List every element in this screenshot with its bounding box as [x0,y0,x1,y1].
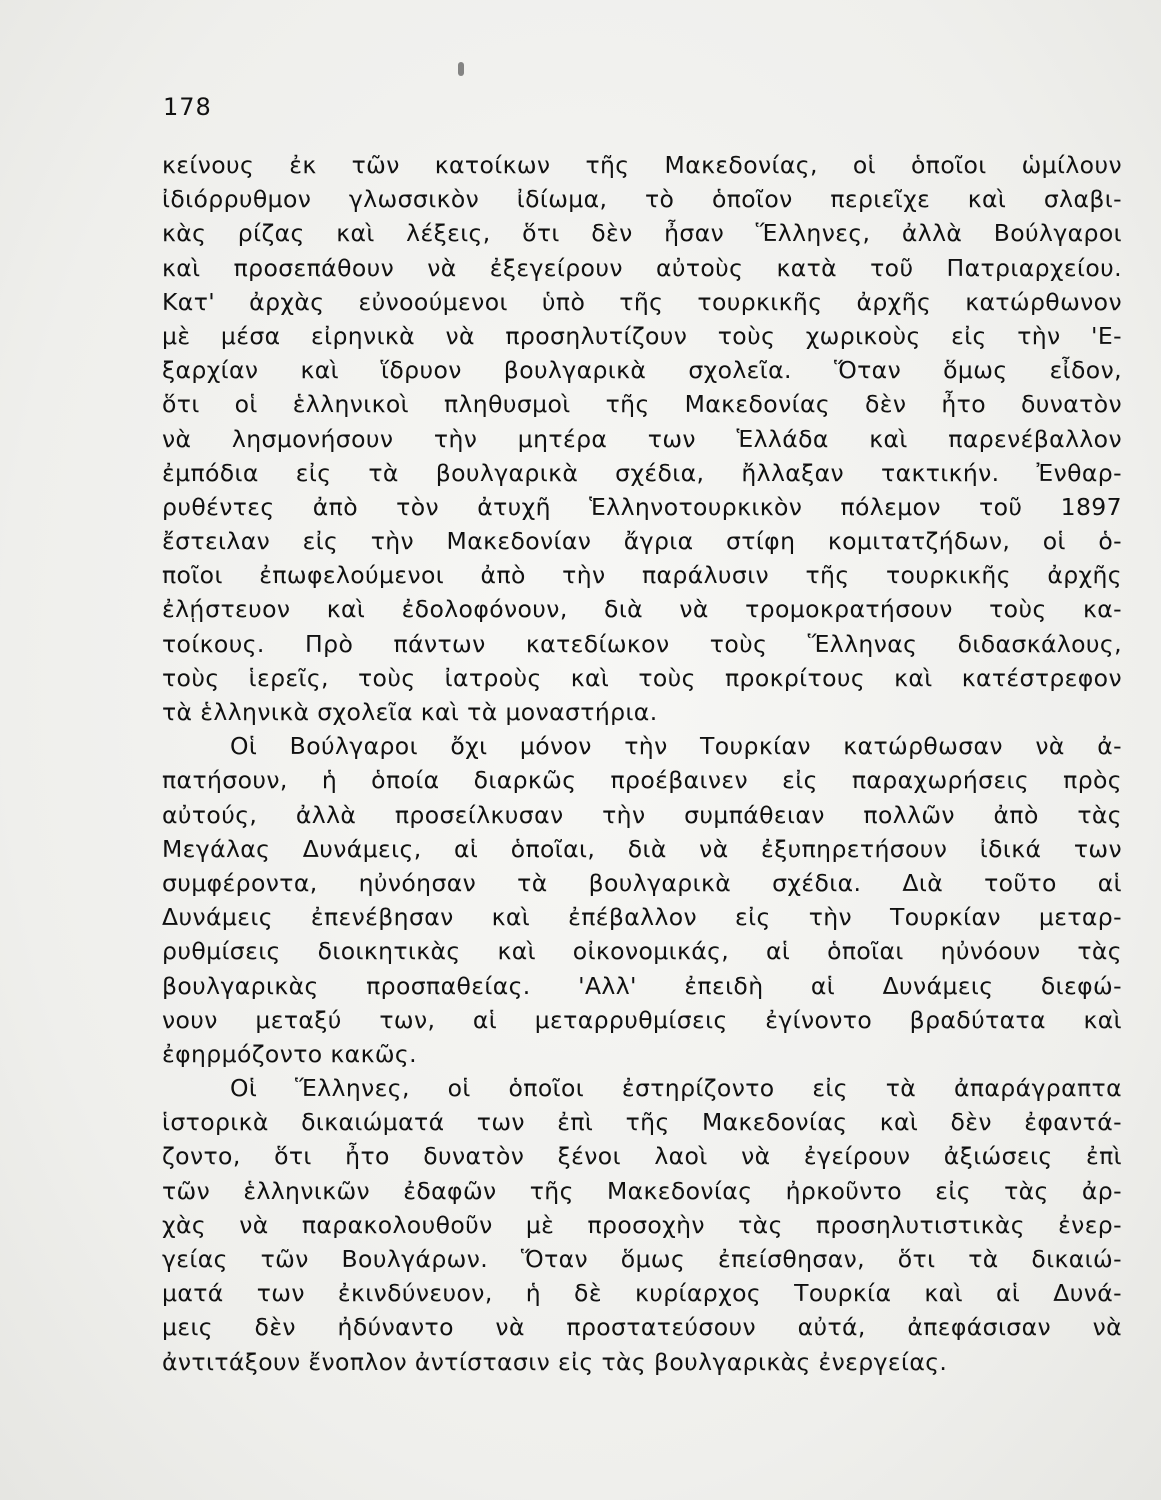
text-line: νὰ λησμονήσουν τὴν μητέρα των Ἑλλάδα καὶ παρενέβαλλον [162,424,1122,453]
text-line: τῶν ἑλληνικῶν ἐδαφῶν τῆς Μακεδονίας ἠρκοῦντο εἰς τὰς ἀρ- [162,1176,1122,1205]
text-line: τοίκους. Πρὸ πάντων κατεδίωκον τοὺς Ἕλληνας διδασκάλους, [162,629,1122,658]
text-line: μεις δὲν ἠδύναντο νὰ προστατεύσουν αὐτά, ἀπεφάσισαν νὰ [162,1313,1122,1342]
text-line: ὅτι οἱ ἑλληνικοὶ πληθυσμοὶ τῆς Μακεδονίας δὲν ἦτο δυνατὸν [162,390,1122,419]
text-line: ποῖοι ἐπωφελούμενοι ἀπὸ τὴν παράλυσιν τῆς τουρκικῆς ἀρχῆς [162,561,1122,590]
text-line: χὰς νὰ παρακολουθοῦν μὲ προσοχὴν τὰς προσηλυτιστικὰς ἐνερ- [162,1210,1122,1239]
text-line: ἰδιόρρυθμον γλωσσικὸν ἰδίωμα, τὸ ὁποῖον περιεῖχε καὶ σλαβι- [162,185,1122,214]
text-line: γείας τῶν Βουλγάρων. Ὅταν ὅμως ἐπείσθησαν, ὅτι τὰ δικαιώ- [162,1245,1122,1273]
text-line: ἔστειλαν εἰς τὴν Μακεδονίαν ἄγρια στίφη κομιτατζήδων, οἱ ὁ- [162,527,1122,556]
text-line: τὰ ἑλληνικὰ σχολεῖα καὶ τὰ μοναστήρια. [162,698,658,726]
text-line: Μεγάλας Δυνάμεις, αἱ ὁποῖαι, διὰ νὰ ἐξυπηρετήσουν ἰδικά των [162,834,1122,863]
text-line: ρυθμίσεις διοικητικὰς καὶ οἰκονομικάς, αἱ ὁποῖαι ηὐνόουν τὰς [162,937,1122,966]
page-number: 178 [163,93,212,121]
text-line: καὶ προσεπάθουν νὰ ἐξεγείρουν αὐτοὺς κατὰ τοῦ Πατριαρχείου. [162,253,1122,282]
text-line: κείνους ἐκ τῶν κατοίκων τῆς Μακεδονίας, οἱ ὁποῖοι ὡμίλουν [162,151,1122,179]
text-line: Δυνάμεις ἐπενέβησαν καὶ ἐπέβαλλον εἰς τὴν Τουρκίαν μεταρ- [162,903,1122,932]
text-line: τοὺς ἱερεῖς, τοὺς ἰατροὺς καὶ τοὺς προκρίτους καὶ κατέστρεφον [162,663,1122,692]
text-line: ζοντο, ὅτι ἦτο δυνατὸν ξένοι λαοὶ νὰ ἐγείρουν ἀξιώσεις ἐπὶ [162,1142,1122,1171]
text-line: ἐμπόδια εἰς τὰ βουλγαρικὰ σχέδια, ἤλλαξαν τακτικήν. Ἐνθαρ- [162,458,1122,487]
text-line: ματά των ἐκινδύνευον, ἡ δὲ κυρίαρχος Τουρκία καὶ αἱ Δυνά- [162,1279,1122,1308]
text-line: Οἱ Ἕλληνες, οἱ ὁποῖοι ἐστηρίζοντο εἰς τὰ ἀπαράγραπτα [230,1074,1122,1103]
text-line: αὐτούς, ἀλλὰ προσείλκυσαν τὴν συμπάθειαν πολλῶν ἀπὸ τὰς [162,800,1122,829]
text-line: ἀντιτάξουν ἔνοπλον ἀντίστασιν εἰς τὰς βουλγαρικὰς ἐνεργείας. [162,1347,948,1376]
text-line: νουν μεταξύ των, αἱ μεταρρυθμίσεις ἐγίνοντο βραδύτατα καὶ [162,1005,1122,1034]
text-line: ρυθέντες ἀπὸ τὸν ἀτυχῆ Ἑλληνοτουρκικὸν πόλεμον τοῦ 1897 [162,492,1122,521]
text-line: συμφέροντα, ηὐνόησαν τὰ βουλγαρικὰ σχέδια. Διὰ τοῦτο αἱ [162,868,1122,897]
text-line: κὰς ρίζας καὶ λέξεις, ὅτι δὲν ἦσαν Ἕλληνες, ἀλλὰ Βούλγαροι [162,219,1122,248]
text-line: πατήσουν, ἡ ὁποία διαρκῶς προέβαινεν εἰς παραχωρήσεις πρὸς [162,766,1122,795]
text-line: ξαρχίαν καὶ ἵδρυον βουλγαρικὰ σχολεῖα. Ὅταν ὅμως εἶδον, [162,356,1122,385]
text-line: μὲ μέσα εἰρηνικὰ νὰ προσηλυτίζουν τοὺς χωρικοὺς εἰς τὴν 'Ε- [162,321,1122,350]
text-line: ἐλῄστευον καὶ ἐδολοφόνουν, διὰ νὰ τρομοκρατήσουν τοὺς κα- [162,595,1122,624]
text-line: Οἱ Βούλγαροι ὄχι μόνον τὴν Τουρκίαν κατώρθωσαν νὰ ἀ- [230,732,1122,761]
text-line: Κατ' ἀρχὰς εὐνοούμενοι ὑπὸ τῆς τουρκικῆς ἀρχῆς κατώρθωνον [162,287,1122,316]
text-line: ἱστορικὰ δικαιώματά των ἐπὶ τῆς Μακεδονίας καὶ δὲν ἐφαντά- [162,1108,1122,1137]
ink-speck [458,62,464,76]
text-line: βουλγαρικὰς προσπαθείας. 'Αλλ' ἐπειδὴ αἱ Δυνάμεις διεφώ- [162,971,1122,1000]
text-line: ἐφηρμόζοντο κακῶς. [162,1039,417,1068]
body-text [162,148,1122,1379]
